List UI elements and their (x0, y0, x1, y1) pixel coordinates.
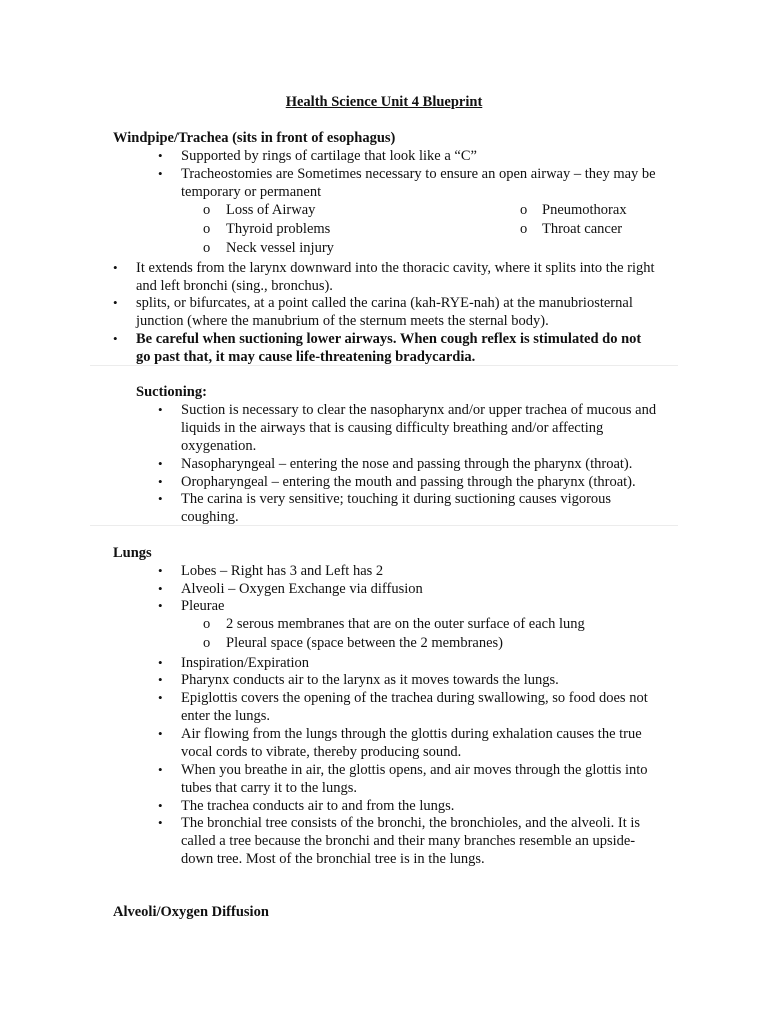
sub-bullet-icon: o (203, 221, 211, 237)
warning-item: Be careful when suctioning lower airways. When cough reflex is stimulated do not (136, 331, 642, 347)
bullet-icon: • (158, 672, 163, 687)
list-item: Supported by rings of cartilage that look like a “C” (181, 148, 477, 164)
list-item: Nasopharyngeal – entering the nose and passing through the pharynx (throat). (181, 456, 633, 472)
bullet-icon: • (113, 260, 118, 275)
list-item: Pleurae (181, 598, 225, 614)
bullet-icon: • (113, 295, 118, 310)
section-divider (90, 365, 678, 366)
list-item: Tracheostomies are Sometimes necessary to ensure an open airway – they may be (181, 166, 656, 182)
list-item: When you breathe in air, the glottis opens, and air moves through the glottis into (181, 762, 648, 778)
bullet-icon: • (158, 726, 163, 741)
sub-bullet-icon: o (520, 202, 528, 218)
bullet-icon: • (158, 581, 163, 596)
list-item-continued: called a tree because the bronchi and their many branches resemble an upside- (181, 833, 636, 849)
list-item: Inspiration/Expiration (181, 655, 310, 671)
list-item-continued: enter the lungs. (181, 708, 270, 724)
complication-item: Loss of Airway (226, 202, 316, 218)
section-heading-suctioning: Suctioning: (136, 384, 207, 400)
bullet-icon: • (158, 166, 163, 181)
bullet-icon: • (158, 762, 163, 777)
page-title: Health Science Unit 4 Blueprint (285, 94, 483, 110)
list-item-continued: tubes that carry it to the lungs. (181, 780, 357, 796)
section-heading-alveoli: Alveoli/Oxygen Diffusion (113, 904, 269, 920)
list-item: The trachea conducts air to and from the lungs. (181, 798, 455, 814)
list-item-continued: temporary or permanent (181, 184, 322, 200)
list-item: Alveoli – Oxygen Exchange via diffusion (181, 581, 423, 597)
sub-list-item: Pleural space (space between the 2 membranes) (226, 635, 503, 651)
sub-bullet-icon: o (203, 202, 211, 218)
bullet-icon: • (158, 815, 163, 830)
complication-item: Thyroid problems (226, 221, 331, 237)
complication-item: Throat cancer (542, 221, 623, 237)
list-item-continued: and left bronchi (sing., bronchus). (136, 278, 333, 294)
bullet-icon: • (158, 402, 163, 417)
list-item: Pharynx conducts air to the larynx as it moves towards the lungs. (181, 672, 559, 688)
sub-bullet-icon: o (203, 240, 211, 256)
list-item-continued: vocal cords to vibrate, thereby producing sound. (181, 744, 462, 760)
sub-list-item: 2 serous membranes that are on the outer surface of each lung (226, 616, 585, 632)
bullet-icon: • (158, 474, 163, 489)
bullet-icon: • (113, 331, 118, 346)
section-divider (90, 525, 678, 526)
complication-item: Pneumothorax (542, 202, 627, 218)
list-item: The bronchial tree consists of the bronchi, the bronchioles, and the alveoli. It is (181, 815, 641, 831)
complication-item: Neck vessel injury (226, 240, 334, 256)
warning-item-continued: go past that, it may cause life-threatening bradycardia. (136, 349, 476, 365)
bullet-icon: • (158, 598, 163, 613)
list-item-continued: liquids in the airways that is causing difficulty breathing and/or affecting (181, 420, 604, 436)
list-item: Lobes – Right has 3 and Left has 2 (181, 563, 384, 579)
bullet-icon: • (158, 456, 163, 471)
bullet-icon: • (158, 655, 163, 670)
section-heading-lungs: Lungs (113, 545, 152, 561)
list-item: Epiglottis covers the opening of the trachea during swallowing, so food does not (181, 690, 648, 706)
list-item-continued: oxygenation. (181, 438, 257, 454)
list-item-continued: coughing. (181, 509, 239, 525)
bullet-icon: • (158, 563, 163, 578)
bullet-icon: • (158, 690, 163, 705)
list-item: Air flowing from the lungs through the glottis during exhalation causes the true (181, 726, 642, 742)
list-item: Suction is necessary to clear the nasopharynx and/or upper trachea of mucous and (181, 402, 657, 418)
sub-bullet-icon: o (203, 635, 211, 651)
list-item: It extends from the larynx downward into the thoracic cavity, where it splits into the right (136, 260, 655, 276)
list-item: splits, or bifurcates, at a point called the carina (kah-RYE-nah) at the manubriosternal (136, 295, 633, 311)
bullet-icon: • (158, 798, 163, 813)
list-item-continued: down tree. Most of the bronchial tree is in the lungs. (181, 851, 485, 867)
bullet-icon: • (158, 491, 163, 506)
sub-bullet-icon: o (203, 616, 211, 632)
section-heading-windpipe: Windpipe/Trachea (sits in front of esophagus) (113, 130, 396, 146)
list-item: Oropharyngeal – entering the mouth and passing through the pharynx (throat). (181, 474, 636, 490)
list-item: The carina is very sensitive; touching it during suctioning causes vigorous (181, 491, 612, 507)
list-item-continued: junction (where the manubrium of the sternum meets the sternal body). (136, 313, 549, 329)
sub-bullet-icon: o (520, 221, 528, 237)
bullet-icon: • (158, 148, 163, 163)
